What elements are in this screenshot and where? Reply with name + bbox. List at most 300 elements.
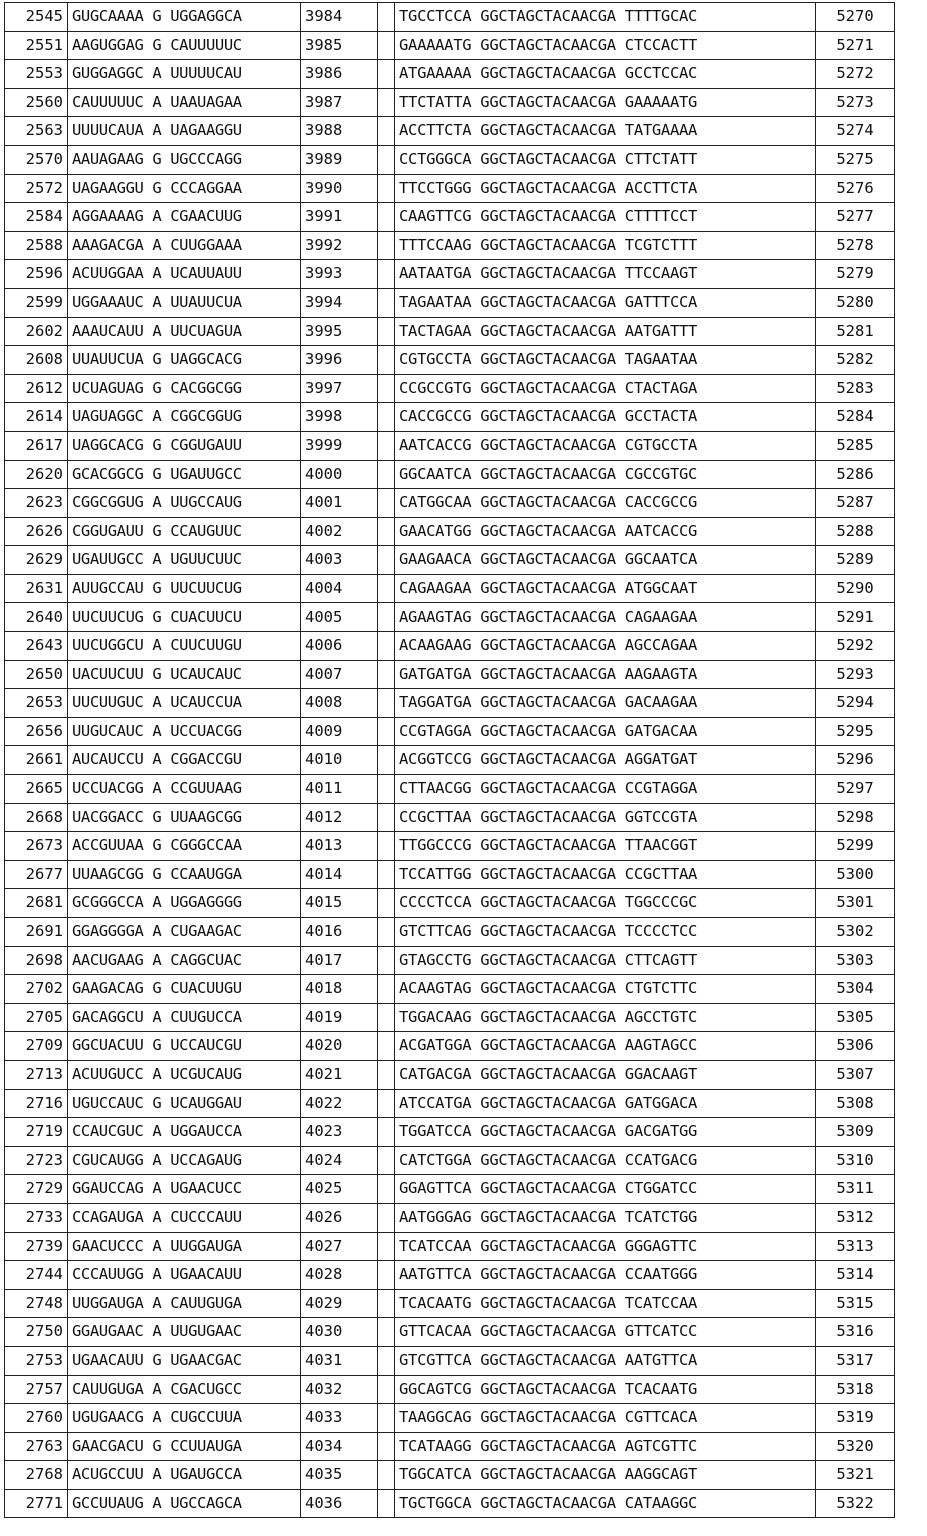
substrate-seq-id-cell: 3998 bbox=[301, 403, 378, 432]
table-row bbox=[5, 174, 895, 203]
substrate-seq-id-cell: 3985 bbox=[301, 31, 378, 60]
site-position-cell: 2643 bbox=[5, 632, 68, 661]
enzyme-sequence-cell: TTCCTGGG GGCTAGCTACAACGA ACCTTCTA bbox=[395, 174, 816, 203]
enzyme-seq-id-cell: 5281 bbox=[816, 317, 895, 346]
substrate-sequence-cell: CGGUGAUU G CCAUGUUC bbox=[68, 517, 301, 546]
enzyme-seq-id-cell: 5316 bbox=[816, 1318, 895, 1347]
enzyme-seq-id-cell: 5288 bbox=[816, 517, 895, 546]
column-gap bbox=[378, 460, 395, 489]
table-row bbox=[5, 632, 895, 661]
enzyme-seq-id-cell: 5289 bbox=[816, 546, 895, 575]
column-gap bbox=[378, 145, 395, 174]
site-position-cell: 2545 bbox=[5, 3, 68, 32]
enzyme-seq-id-cell: 5280 bbox=[816, 288, 895, 317]
site-position-cell: 2596 bbox=[5, 260, 68, 289]
substrate-sequence-cell: AUCAUCCU A CGGACCGU bbox=[68, 746, 301, 775]
enzyme-sequence-cell: CTTAACGG GGCTAGCTACAACGA CCGTAGGA bbox=[395, 775, 816, 804]
site-position-cell: 2570 bbox=[5, 145, 68, 174]
table-row bbox=[5, 346, 895, 375]
table-row bbox=[5, 574, 895, 603]
substrate-seq-id-cell: 4008 bbox=[301, 689, 378, 718]
enzyme-seq-id-cell: 5273 bbox=[816, 88, 895, 117]
table-row bbox=[5, 1375, 895, 1404]
substrate-seq-id-cell: 4021 bbox=[301, 1060, 378, 1089]
site-position-cell: 2677 bbox=[5, 860, 68, 889]
substrate-sequence-cell: UUAAGCGG G CCAAUGGA bbox=[68, 860, 301, 889]
substrate-sequence-cell: ACUUGUCC A UCGUCAUG bbox=[68, 1060, 301, 1089]
column-gap bbox=[378, 489, 395, 518]
substrate-seq-id-cell: 4034 bbox=[301, 1432, 378, 1461]
table-row bbox=[5, 1175, 895, 1204]
enzyme-seq-id-cell: 5307 bbox=[816, 1060, 895, 1089]
enzyme-sequence-cell: TGCTGGCA GGCTAGCTACAACGA CATAAGGC bbox=[395, 1489, 816, 1518]
column-gap bbox=[378, 317, 395, 346]
substrate-seq-id-cell: 4028 bbox=[301, 1261, 378, 1290]
substrate-sequence-cell: CCCAUUGG A UGAACAUU bbox=[68, 1261, 301, 1290]
table-row bbox=[5, 946, 895, 975]
table-row bbox=[5, 1032, 895, 1061]
substrate-sequence-cell: CGGCGGUG A UUGCCAUG bbox=[68, 489, 301, 518]
enzyme-seq-id-cell: 5315 bbox=[816, 1289, 895, 1318]
sequence-table-body bbox=[5, 3, 895, 1518]
substrate-sequence-cell: GGCUACUU G UCCAUCGU bbox=[68, 1032, 301, 1061]
substrate-sequence-cell: CGUCAUGG A UCCAGAUG bbox=[68, 1146, 301, 1175]
enzyme-sequence-cell: CACCGCCG GGCTAGCTACAACGA GCCTACTA bbox=[395, 403, 816, 432]
enzyme-seq-id-cell: 5284 bbox=[816, 403, 895, 432]
table-row bbox=[5, 1432, 895, 1461]
column-gap bbox=[378, 546, 395, 575]
substrate-seq-id-cell: 4023 bbox=[301, 1118, 378, 1147]
enzyme-sequence-cell: CCGCCGTG GGCTAGCTACAACGA CTACTAGA bbox=[395, 374, 816, 403]
enzyme-sequence-cell: CAAGTTCG GGCTAGCTACAACGA CTTTTCCT bbox=[395, 203, 816, 232]
substrate-seq-id-cell: 4005 bbox=[301, 603, 378, 632]
column-gap bbox=[378, 1146, 395, 1175]
column-gap bbox=[378, 832, 395, 861]
site-position-cell: 2614 bbox=[5, 403, 68, 432]
enzyme-sequence-cell: GTCGTTCA GGCTAGCTACAACGA AATGTTCA bbox=[395, 1346, 816, 1375]
substrate-sequence-cell: GAACUCCC A UUGGAUGA bbox=[68, 1232, 301, 1261]
enzyme-seq-id-cell: 5295 bbox=[816, 717, 895, 746]
enzyme-sequence-cell: GTTCACAA GGCTAGCTACAACGA GTTCATCC bbox=[395, 1318, 816, 1347]
substrate-seq-id-cell: 4003 bbox=[301, 546, 378, 575]
site-position-cell: 2584 bbox=[5, 203, 68, 232]
substrate-seq-id-cell: 3984 bbox=[301, 3, 378, 32]
column-gap bbox=[378, 717, 395, 746]
table-row bbox=[5, 231, 895, 260]
column-gap bbox=[378, 603, 395, 632]
enzyme-seq-id-cell: 5298 bbox=[816, 803, 895, 832]
enzyme-sequence-cell: CATCTGGA GGCTAGCTACAACGA CCATGACG bbox=[395, 1146, 816, 1175]
enzyme-seq-id-cell: 5313 bbox=[816, 1232, 895, 1261]
enzyme-seq-id-cell: 5277 bbox=[816, 203, 895, 232]
substrate-seq-id-cell: 4022 bbox=[301, 1089, 378, 1118]
table-row bbox=[5, 889, 895, 918]
site-position-cell: 2640 bbox=[5, 603, 68, 632]
site-position-cell: 2709 bbox=[5, 1032, 68, 1061]
table-row bbox=[5, 1346, 895, 1375]
site-position-cell: 2588 bbox=[5, 231, 68, 260]
substrate-sequence-cell: GCGGGCCA A UGGAGGGG bbox=[68, 889, 301, 918]
substrate-sequence-cell: GACAGGCU A CUUGUCCA bbox=[68, 1003, 301, 1032]
table-row bbox=[5, 1318, 895, 1347]
site-position-cell: 2572 bbox=[5, 174, 68, 203]
site-position-cell: 2716 bbox=[5, 1089, 68, 1118]
substrate-seq-id-cell: 3986 bbox=[301, 60, 378, 89]
table-row bbox=[5, 1003, 895, 1032]
column-gap bbox=[378, 1203, 395, 1232]
substrate-sequence-cell: UCUAGUAG G CACGGCGG bbox=[68, 374, 301, 403]
table-row bbox=[5, 918, 895, 947]
table-row bbox=[5, 203, 895, 232]
enzyme-sequence-cell: GAAGAACA GGCTAGCTACAACGA GGCAATCA bbox=[395, 546, 816, 575]
column-gap bbox=[378, 31, 395, 60]
enzyme-sequence-cell: ACGATGGA GGCTAGCTACAACGA AAGTAGCC bbox=[395, 1032, 816, 1061]
enzyme-seq-id-cell: 5300 bbox=[816, 860, 895, 889]
column-gap bbox=[378, 1118, 395, 1147]
column-gap bbox=[378, 403, 395, 432]
substrate-seq-id-cell: 4001 bbox=[301, 489, 378, 518]
substrate-seq-id-cell: 4012 bbox=[301, 803, 378, 832]
substrate-sequence-cell: AAAGACGA A CUUGGAAA bbox=[68, 231, 301, 260]
substrate-sequence-cell: AUUGCCAU G UUCUUCUG bbox=[68, 574, 301, 603]
substrate-sequence-cell: AAUAGAAG G UGCCCAGG bbox=[68, 145, 301, 174]
enzyme-seq-id-cell: 5270 bbox=[816, 3, 895, 32]
site-position-cell: 2620 bbox=[5, 460, 68, 489]
enzyme-sequence-cell: TCCATTGG GGCTAGCTACAACGA CCGCTTAA bbox=[395, 860, 816, 889]
column-gap bbox=[378, 431, 395, 460]
enzyme-sequence-cell: TGGATCCA GGCTAGCTACAACGA GACGATGG bbox=[395, 1118, 816, 1147]
column-gap bbox=[378, 1261, 395, 1290]
substrate-seq-id-cell: 4002 bbox=[301, 517, 378, 546]
column-gap bbox=[378, 117, 395, 146]
enzyme-sequence-cell: CATGGCAA GGCTAGCTACAACGA CACCGCCG bbox=[395, 489, 816, 518]
column-gap bbox=[378, 1289, 395, 1318]
table-row bbox=[5, 460, 895, 489]
column-gap bbox=[378, 517, 395, 546]
substrate-seq-id-cell: 3999 bbox=[301, 431, 378, 460]
site-position-cell: 2750 bbox=[5, 1318, 68, 1347]
site-position-cell: 2602 bbox=[5, 317, 68, 346]
table-row bbox=[5, 31, 895, 60]
substrate-sequence-cell: GCCUUAUG A UGCCAGCA bbox=[68, 1489, 301, 1518]
site-position-cell: 2757 bbox=[5, 1375, 68, 1404]
site-position-cell: 2673 bbox=[5, 832, 68, 861]
enzyme-seq-id-cell: 5274 bbox=[816, 117, 895, 146]
table-row bbox=[5, 1404, 895, 1433]
substrate-seq-id-cell: 3987 bbox=[301, 88, 378, 117]
enzyme-sequence-cell: AATGGGAG GGCTAGCTACAACGA TCATCTGG bbox=[395, 1203, 816, 1232]
column-gap bbox=[378, 1175, 395, 1204]
enzyme-seq-id-cell: 5301 bbox=[816, 889, 895, 918]
column-gap bbox=[378, 1318, 395, 1347]
substrate-sequence-cell: UAGUAGGC A CGGCGGUG bbox=[68, 403, 301, 432]
substrate-seq-id-cell: 4018 bbox=[301, 975, 378, 1004]
column-gap bbox=[378, 1404, 395, 1433]
table-row bbox=[5, 603, 895, 632]
enzyme-sequence-cell: CATGACGA GGCTAGCTACAACGA GGACAAGT bbox=[395, 1060, 816, 1089]
enzyme-sequence-cell: AGAAGTAG GGCTAGCTACAACGA CAGAAGAA bbox=[395, 603, 816, 632]
substrate-sequence-cell: ACUGCCUU A UGAUGCCA bbox=[68, 1461, 301, 1490]
enzyme-seq-id-cell: 5275 bbox=[816, 145, 895, 174]
site-position-cell: 2698 bbox=[5, 946, 68, 975]
substrate-seq-id-cell: 4031 bbox=[301, 1346, 378, 1375]
site-position-cell: 2608 bbox=[5, 346, 68, 375]
column-gap bbox=[378, 346, 395, 375]
substrate-seq-id-cell: 4032 bbox=[301, 1375, 378, 1404]
column-gap bbox=[378, 746, 395, 775]
substrate-seq-id-cell: 3993 bbox=[301, 260, 378, 289]
table-row bbox=[5, 1289, 895, 1318]
site-position-cell: 2560 bbox=[5, 88, 68, 117]
substrate-sequence-cell: GGAGGGGA A CUGAAGAC bbox=[68, 918, 301, 947]
substrate-seq-id-cell: 3991 bbox=[301, 203, 378, 232]
enzyme-seq-id-cell: 5286 bbox=[816, 460, 895, 489]
column-gap bbox=[378, 1032, 395, 1061]
site-position-cell: 2631 bbox=[5, 574, 68, 603]
substrate-sequence-cell: UCCUACGG A CCGUUAAG bbox=[68, 775, 301, 804]
substrate-sequence-cell: GGAUGAAC A UUGUGAAC bbox=[68, 1318, 301, 1347]
site-position-cell: 2739 bbox=[5, 1232, 68, 1261]
substrate-seq-id-cell: 4027 bbox=[301, 1232, 378, 1261]
site-position-cell: 2713 bbox=[5, 1060, 68, 1089]
substrate-sequence-cell: UGUCCAUC G UCAUGGAU bbox=[68, 1089, 301, 1118]
table-row bbox=[5, 431, 895, 460]
site-position-cell: 2719 bbox=[5, 1118, 68, 1147]
table-row bbox=[5, 288, 895, 317]
column-gap bbox=[378, 660, 395, 689]
enzyme-seq-id-cell: 5322 bbox=[816, 1489, 895, 1518]
substrate-seq-id-cell: 4020 bbox=[301, 1032, 378, 1061]
substrate-sequence-cell: UUGUCAUC A UCCUACGG bbox=[68, 717, 301, 746]
site-position-cell: 2744 bbox=[5, 1261, 68, 1290]
substrate-seq-id-cell: 4026 bbox=[301, 1203, 378, 1232]
table-row bbox=[5, 775, 895, 804]
column-gap bbox=[378, 260, 395, 289]
enzyme-seq-id-cell: 5293 bbox=[816, 660, 895, 689]
site-position-cell: 2661 bbox=[5, 746, 68, 775]
table-row bbox=[5, 975, 895, 1004]
substrate-seq-id-cell: 4036 bbox=[301, 1489, 378, 1518]
enzyme-sequence-cell: ATCCATGA GGCTAGCTACAACGA GATGGACA bbox=[395, 1089, 816, 1118]
column-gap bbox=[378, 88, 395, 117]
column-gap bbox=[378, 1060, 395, 1089]
site-position-cell: 2729 bbox=[5, 1175, 68, 1204]
substrate-sequence-cell: UGAACAUU G UGAACGAC bbox=[68, 1346, 301, 1375]
column-gap bbox=[378, 231, 395, 260]
substrate-seq-id-cell: 3995 bbox=[301, 317, 378, 346]
enzyme-sequence-cell: GTAGCCTG GGCTAGCTACAACGA CTTCAGTT bbox=[395, 946, 816, 975]
column-gap bbox=[378, 203, 395, 232]
enzyme-sequence-cell: TACTAGAA GGCTAGCTACAACGA AATGATTT bbox=[395, 317, 816, 346]
enzyme-seq-id-cell: 5309 bbox=[816, 1118, 895, 1147]
substrate-seq-id-cell: 4025 bbox=[301, 1175, 378, 1204]
table-row bbox=[5, 145, 895, 174]
substrate-sequence-cell: AAGUGGAG G CAUUUUUC bbox=[68, 31, 301, 60]
enzyme-sequence-cell: GATGATGA GGCTAGCTACAACGA AAGAAGTA bbox=[395, 660, 816, 689]
substrate-seq-id-cell: 4014 bbox=[301, 860, 378, 889]
site-position-cell: 2768 bbox=[5, 1461, 68, 1490]
table-row bbox=[5, 717, 895, 746]
table-row bbox=[5, 832, 895, 861]
enzyme-seq-id-cell: 5287 bbox=[816, 489, 895, 518]
site-position-cell: 2748 bbox=[5, 1289, 68, 1318]
column-gap bbox=[378, 60, 395, 89]
column-gap bbox=[378, 288, 395, 317]
table-row bbox=[5, 1118, 895, 1147]
enzyme-seq-id-cell: 5302 bbox=[816, 918, 895, 947]
site-position-cell: 2753 bbox=[5, 1346, 68, 1375]
enzyme-seq-id-cell: 5276 bbox=[816, 174, 895, 203]
enzyme-sequence-cell: ACGGTCCG GGCTAGCTACAACGA AGGATGAT bbox=[395, 746, 816, 775]
column-gap bbox=[378, 632, 395, 661]
column-gap bbox=[378, 803, 395, 832]
column-gap bbox=[378, 918, 395, 947]
substrate-seq-id-cell: 4016 bbox=[301, 918, 378, 947]
table-row bbox=[5, 546, 895, 575]
site-position-cell: 2665 bbox=[5, 775, 68, 804]
substrate-seq-id-cell: 4006 bbox=[301, 632, 378, 661]
substrate-seq-id-cell: 4035 bbox=[301, 1461, 378, 1490]
enzyme-seq-id-cell: 5291 bbox=[816, 603, 895, 632]
column-gap bbox=[378, 1489, 395, 1518]
column-gap bbox=[378, 775, 395, 804]
enzyme-sequence-cell: ACCTTCTA GGCTAGCTACAACGA TATGAAAA bbox=[395, 117, 816, 146]
table-row bbox=[5, 403, 895, 432]
substrate-seq-id-cell: 3994 bbox=[301, 288, 378, 317]
column-gap bbox=[378, 374, 395, 403]
site-position-cell: 2723 bbox=[5, 1146, 68, 1175]
enzyme-seq-id-cell: 5314 bbox=[816, 1261, 895, 1290]
enzyme-seq-id-cell: 5292 bbox=[816, 632, 895, 661]
enzyme-sequence-cell: TTGGCCCG GGCTAGCTACAACGA TTAACGGT bbox=[395, 832, 816, 861]
enzyme-seq-id-cell: 5308 bbox=[816, 1089, 895, 1118]
site-position-cell: 2760 bbox=[5, 1404, 68, 1433]
substrate-sequence-cell: UUAUUCUA G UAGGCACG bbox=[68, 346, 301, 375]
enzyme-sequence-cell: GGCAGTCG GGCTAGCTACAACGA TCACAATG bbox=[395, 1375, 816, 1404]
enzyme-seq-id-cell: 5279 bbox=[816, 260, 895, 289]
site-position-cell: 2733 bbox=[5, 1203, 68, 1232]
site-position-cell: 2656 bbox=[5, 717, 68, 746]
substrate-seq-id-cell: 3990 bbox=[301, 174, 378, 203]
enzyme-sequence-cell: CCTGGGCA GGCTAGCTACAACGA CTTCTATT bbox=[395, 145, 816, 174]
substrate-sequence-cell: UACGGACC G UUAAGCGG bbox=[68, 803, 301, 832]
enzyme-seq-id-cell: 5283 bbox=[816, 374, 895, 403]
enzyme-sequence-cell: CCGCTTAA GGCTAGCTACAACGA GGTCCGTA bbox=[395, 803, 816, 832]
table-row bbox=[5, 117, 895, 146]
substrate-sequence-cell: UACUUCUU G UCAUCAUC bbox=[68, 660, 301, 689]
enzyme-sequence-cell: ATGAAAAA GGCTAGCTACAACGA GCCTCCAC bbox=[395, 60, 816, 89]
enzyme-seq-id-cell: 5299 bbox=[816, 832, 895, 861]
site-position-cell: 2702 bbox=[5, 975, 68, 1004]
enzyme-seq-id-cell: 5294 bbox=[816, 689, 895, 718]
enzyme-sequence-cell: CCGTAGGA GGCTAGCTACAACGA GATGACAA bbox=[395, 717, 816, 746]
substrate-seq-id-cell: 4030 bbox=[301, 1318, 378, 1347]
substrate-seq-id-cell: 4029 bbox=[301, 1289, 378, 1318]
column-gap bbox=[378, 975, 395, 1004]
site-position-cell: 2551 bbox=[5, 31, 68, 60]
substrate-sequence-cell: UUCUUGUC A UCAUCCUA bbox=[68, 689, 301, 718]
enzyme-seq-id-cell: 5310 bbox=[816, 1146, 895, 1175]
site-position-cell: 2629 bbox=[5, 546, 68, 575]
enzyme-seq-id-cell: 5297 bbox=[816, 775, 895, 804]
enzyme-seq-id-cell: 5320 bbox=[816, 1432, 895, 1461]
table-row bbox=[5, 489, 895, 518]
substrate-sequence-cell: UUUUCAUA A UAGAAGGU bbox=[68, 117, 301, 146]
enzyme-seq-id-cell: 5321 bbox=[816, 1461, 895, 1490]
enzyme-sequence-cell: TAGAATAA GGCTAGCTACAACGA GATTTCCA bbox=[395, 288, 816, 317]
document-page bbox=[4, 2, 923, 1532]
substrate-sequence-cell: UAGGCACG G CGGUGAUU bbox=[68, 431, 301, 460]
enzyme-seq-id-cell: 5305 bbox=[816, 1003, 895, 1032]
column-gap bbox=[378, 1003, 395, 1032]
enzyme-sequence-cell: TCATAAGG GGCTAGCTACAACGA AGTCGTTC bbox=[395, 1432, 816, 1461]
enzyme-seq-id-cell: 5319 bbox=[816, 1404, 895, 1433]
enzyme-sequence-cell: AATGTTCA GGCTAGCTACAACGA CCAATGGG bbox=[395, 1261, 816, 1290]
substrate-seq-id-cell: 3992 bbox=[301, 231, 378, 260]
substrate-seq-id-cell: 3997 bbox=[301, 374, 378, 403]
substrate-sequence-cell: GUGGAGGC A UUUUUCAU bbox=[68, 60, 301, 89]
table-row bbox=[5, 3, 895, 32]
enzyme-sequence-cell: TTCTATTA GGCTAGCTACAACGA GAAAAATG bbox=[395, 88, 816, 117]
enzyme-sequence-cell: TCACAATG GGCTAGCTACAACGA TCATCCAA bbox=[395, 1289, 816, 1318]
substrate-sequence-cell: ACUUGGAA A UCAUUAUU bbox=[68, 260, 301, 289]
table-row bbox=[5, 689, 895, 718]
substrate-seq-id-cell: 4007 bbox=[301, 660, 378, 689]
enzyme-sequence-cell: TAGGATGA GGCTAGCTACAACGA GACAAGAA bbox=[395, 689, 816, 718]
substrate-seq-id-cell: 4013 bbox=[301, 832, 378, 861]
table-row bbox=[5, 374, 895, 403]
table-row bbox=[5, 746, 895, 775]
substrate-sequence-cell: UUGGAUGA A CAUUGUGA bbox=[68, 1289, 301, 1318]
substrate-sequence-cell: UGGAAAUC A UUAUUCUA bbox=[68, 288, 301, 317]
enzyme-seq-id-cell: 5306 bbox=[816, 1032, 895, 1061]
substrate-seq-id-cell: 4000 bbox=[301, 460, 378, 489]
table-row bbox=[5, 860, 895, 889]
table-row bbox=[5, 803, 895, 832]
table-row bbox=[5, 1146, 895, 1175]
substrate-seq-id-cell: 4033 bbox=[301, 1404, 378, 1433]
site-position-cell: 2563 bbox=[5, 117, 68, 146]
enzyme-seq-id-cell: 5318 bbox=[816, 1375, 895, 1404]
site-position-cell: 2705 bbox=[5, 1003, 68, 1032]
enzyme-sequence-cell: AATCACCG GGCTAGCTACAACGA CGTGCCTA bbox=[395, 431, 816, 460]
substrate-sequence-cell: UUCUUCUG G CUACUUCU bbox=[68, 603, 301, 632]
enzyme-sequence-cell: GAACATGG GGCTAGCTACAACGA AATCACCG bbox=[395, 517, 816, 546]
enzyme-sequence-cell: GAAAAATG GGCTAGCTACAACGA CTCCACTT bbox=[395, 31, 816, 60]
column-gap bbox=[378, 1432, 395, 1461]
column-gap bbox=[378, 174, 395, 203]
enzyme-sequence-cell: CCCCTCCA GGCTAGCTACAACGA TGGCCCGC bbox=[395, 889, 816, 918]
table-row bbox=[5, 1232, 895, 1261]
substrate-seq-id-cell: 3989 bbox=[301, 145, 378, 174]
enzyme-seq-id-cell: 5278 bbox=[816, 231, 895, 260]
enzyme-sequence-cell: GTCTTCAG GGCTAGCTACAACGA TCCCCTCC bbox=[395, 918, 816, 947]
column-gap bbox=[378, 1089, 395, 1118]
substrate-sequence-cell: ACCGUUAA G CGGGCCAA bbox=[68, 832, 301, 861]
column-gap bbox=[378, 1375, 395, 1404]
enzyme-sequence-cell: ACAAGTAG GGCTAGCTACAACGA CTGTCTTC bbox=[395, 975, 816, 1004]
site-position-cell: 2691 bbox=[5, 918, 68, 947]
substrate-sequence-cell: CCAUCGUC A UGGAUCCA bbox=[68, 1118, 301, 1147]
site-position-cell: 2681 bbox=[5, 889, 68, 918]
column-gap bbox=[378, 1232, 395, 1261]
substrate-sequence-cell: CAUUUUUC A UAAUAGAA bbox=[68, 88, 301, 117]
table-row bbox=[5, 1203, 895, 1232]
substrate-sequence-cell: GAACGACU G CCUUAUGA bbox=[68, 1432, 301, 1461]
enzyme-seq-id-cell: 5272 bbox=[816, 60, 895, 89]
table-row bbox=[5, 88, 895, 117]
substrate-sequence-cell: UAGAAGGU G CCCAGGAA bbox=[68, 174, 301, 203]
